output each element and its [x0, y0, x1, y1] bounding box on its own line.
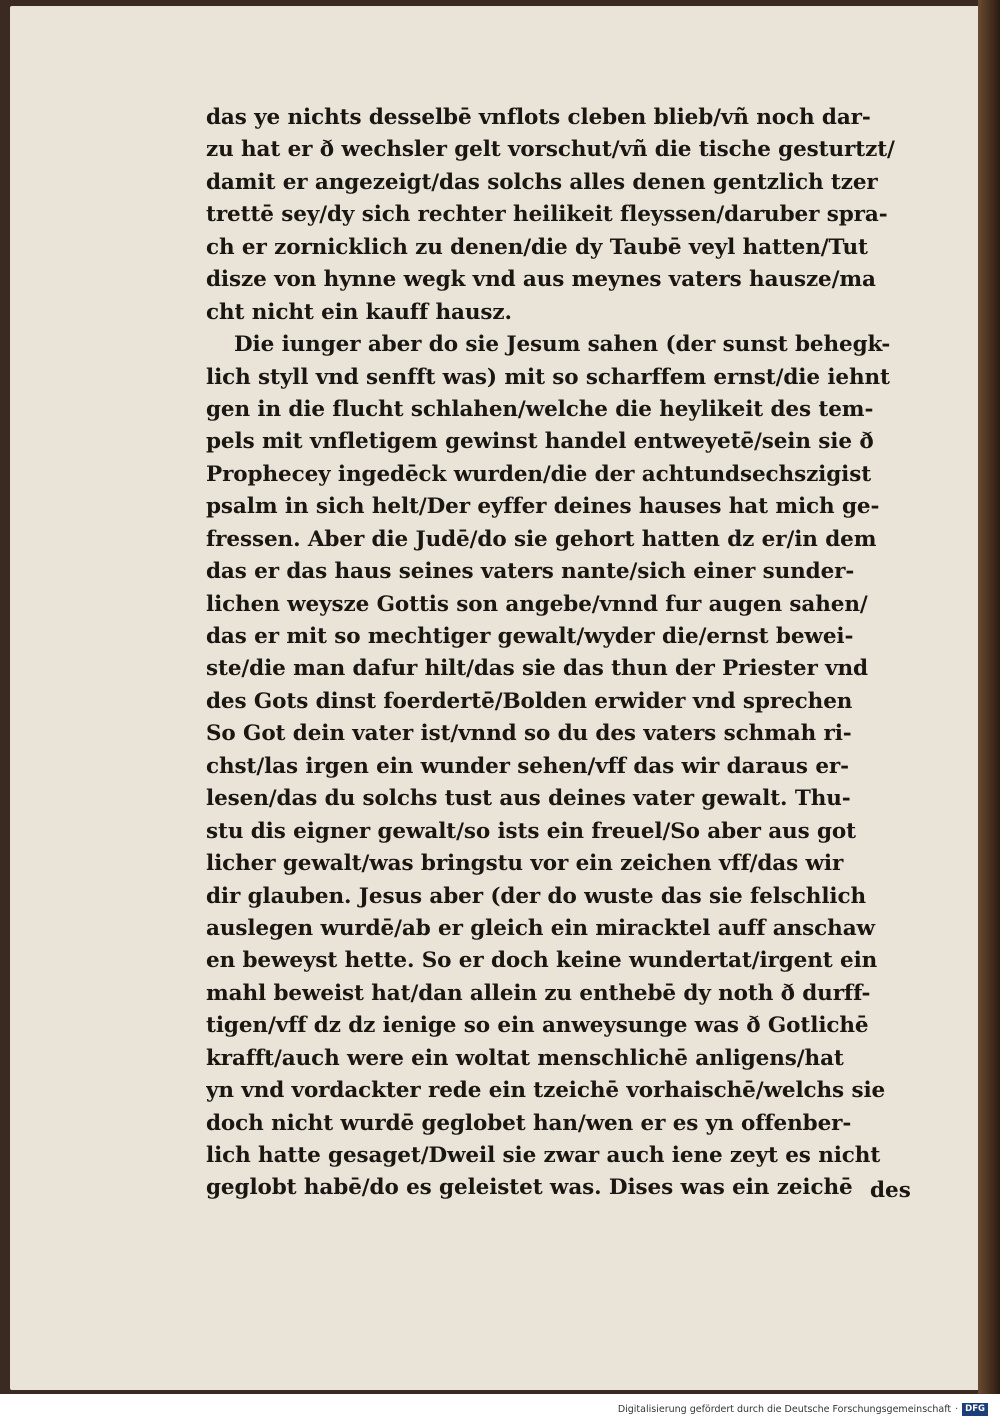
text-line: lesen/das du solchs tust aus deines vater gewalt. Thu-: [206, 786, 851, 812]
text-line: pels mit vnfletigem gewinst handel entweyetē/sein sie ð: [206, 429, 874, 455]
text-line: krafft/auch were ein woltat menschlichē anligens/hat: [206, 1045, 844, 1071]
text-line: stu dis eigner gewalt/so ists ein freuel/So aber aus got: [206, 818, 856, 844]
text-line: ste/die man dafur hilt/das sie das thun der Priester vnd: [206, 656, 868, 682]
text-line: tigen/vff dz dz ienige so ein anweysunge was ð Gotlichē: [206, 1013, 869, 1039]
text-line: fressen. Aber die Judē/do sie gehort hatten dz er/in dem: [206, 526, 877, 552]
text-line: licher gewalt/was bringstu vor ein zeichen vff/das wir: [206, 851, 844, 877]
text-line: zu hat er ð wechsler gelt vorschut/vñ die tische gesturtzt/: [206, 137, 895, 163]
text-line: psalm in sich helt/Der eyffer deines hauses hat mich ge-: [206, 494, 880, 520]
text-line: chst/las irgen ein wunder sehen/vff das wir daraus er-: [206, 753, 849, 779]
text-line: So Got dein vater ist/vnnd so du des vaters schmah ri-: [206, 721, 852, 747]
book-page: [10, 6, 980, 1390]
text-line: damit er angezeigt/das solchs alles denen gentzlich tzer: [206, 169, 878, 195]
text-line: auslegen wurdē/ab er gleich ein miracktel auff anschaw: [206, 915, 875, 941]
footer-credit: Digitalisierung gefördert durch die Deutsche Forschungsgemeinschaft: [617, 1403, 952, 1415]
dfg-logo: DFG: [962, 1403, 988, 1416]
text-line: Prophecey ingedēck wurden/die der achtundsechszigist: [206, 461, 872, 487]
text-line: Die iunger aber do sie Jesum sahen (der sunst behegk-: [234, 332, 891, 358]
text-line: lich styll vnd senfft was) mit so scharffem ernst/die iehnt: [206, 364, 890, 390]
text-line: ch er zornicklich zu denen/die dy Taubē veyl hatten/Tut: [206, 234, 868, 260]
text-line: das er das haus seines vaters nante/sich einer sunder-: [206, 559, 855, 585]
text-line: yn vnd vordackter rede ein tzeichē vorhaischē/welchs sie: [206, 1078, 886, 1104]
catchword: des: [870, 1178, 911, 1203]
text-line: doch nicht wurdē geglobet han/wen er es yn offenber-: [206, 1110, 852, 1136]
text-line: lichen weysze Gottis son angebe/vnnd fur augen sahen/: [206, 591, 868, 617]
text-line: das er mit so mechtiger gewalt/wyder die/ernst bewei-: [206, 624, 854, 649]
binding-edge: [978, 0, 1000, 1394]
text-line: disze von hynne wegk vnd aus meynes vaters hausze/ma: [206, 267, 876, 293]
text-line: dir glauben. Jesus aber (der do wuste das sie felschlich: [206, 883, 866, 909]
text-line: mahl beweist hat/dan allein zu enthebē dy noth ð durff-: [206, 980, 871, 1006]
digitization-footer: [618, 1401, 988, 1417]
text-line: en beweyst hette. So er doch keine wundertat/irgent ein: [206, 948, 878, 974]
text-line: lich hatte gesaget/Dweil sie zwar auch iene zeyt es nicht: [206, 1143, 881, 1168]
text-line: des Gots dinst foerdertē/Bolden erwider vnd sprechen: [206, 688, 853, 714]
text-line: trettē sey/dy sich rechter heilikeit fleyssen/daruber spra-: [206, 202, 888, 228]
text-line: cht nicht ein kauff hausz.: [206, 299, 512, 325]
text-line: geglobt habē/do es geleistet was. Dises was ein zeichē: [206, 1175, 853, 1201]
text-line: gen in die flucht schlahen/welche die heylikeit des tem-: [206, 396, 874, 422]
text-block: [206, 102, 946, 1205]
footer-separator: ·: [955, 1403, 959, 1415]
text-line: das ye nichts desselbē vnflots cleben blieb/vñ noch dar-: [206, 105, 871, 130]
